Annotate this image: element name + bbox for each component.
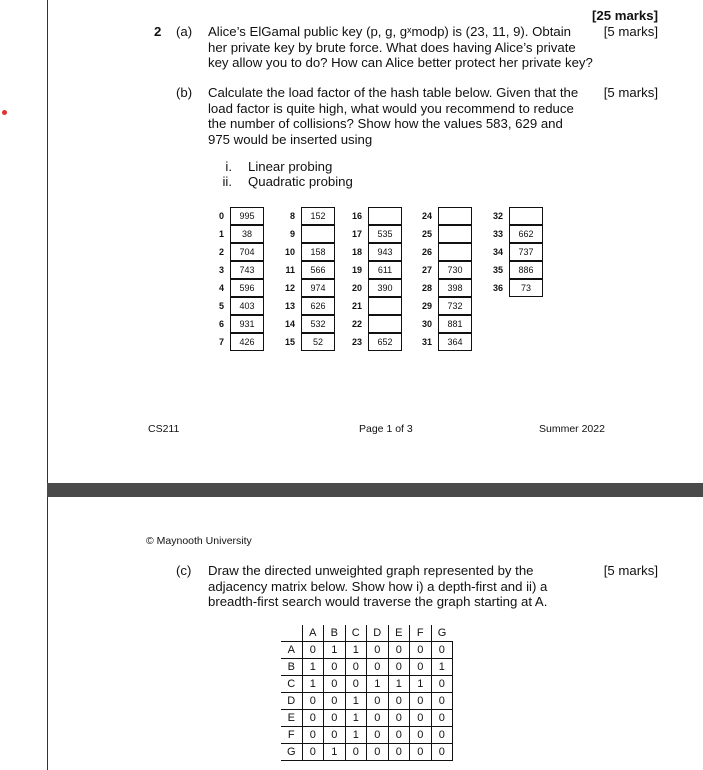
hash-slot-value: 626 <box>301 297 335 315</box>
part-b-line: 975 would be inserted using <box>208 131 373 147</box>
option-number: i. <box>225 159 232 174</box>
matrix-cell: 0 <box>431 676 453 693</box>
hash-slot-index: 36 <box>492 283 503 293</box>
part-b-line: Calculate the load factor of the hash table below. Given that the <box>208 85 579 100</box>
hash-slot-index: 7 <box>218 337 224 347</box>
hash-slot-index: 5 <box>218 301 224 311</box>
hash-slot-index: 18 <box>351 247 362 257</box>
matrix-cell: 0 <box>431 710 453 727</box>
hash-slot-value: 881 <box>438 315 472 333</box>
matrix-cell: 0 <box>410 642 432 659</box>
part-a-line: her private key by brute force. What does having Alice’s private <box>208 39 576 55</box>
matrix-cell: 0 <box>367 659 389 676</box>
hash-slot-index: 27 <box>421 265 432 275</box>
matrix-column-header: G <box>431 625 453 642</box>
matrix-cell: 0 <box>345 744 367 761</box>
hash-slot-index: 22 <box>351 319 362 329</box>
part-a-marks: [5 marks] <box>603 24 658 39</box>
matrix-cell: 0 <box>367 727 389 744</box>
hash-slot-index: 14 <box>284 319 295 329</box>
matrix-cell: 0 <box>410 693 432 710</box>
matrix-cell: 0 <box>388 693 410 710</box>
part-a-label: (a) <box>176 24 193 39</box>
matrix-row <box>281 710 453 727</box>
matrix-cell: 1 <box>324 744 346 761</box>
matrix-cell: 0 <box>324 676 346 693</box>
matrix-row <box>281 727 453 744</box>
hash-slot-index: 3 <box>218 265 224 275</box>
matrix-row-label: A <box>281 642 302 659</box>
hash-slot-index: 26 <box>421 247 432 257</box>
hash-slot-index: 19 <box>351 265 362 275</box>
option-text: Linear probing <box>248 159 333 174</box>
hash-slot-index: 21 <box>351 301 362 311</box>
matrix-cell: 0 <box>410 659 432 676</box>
hash-slot-value <box>301 225 335 243</box>
hash-slot-value: 566 <box>301 261 335 279</box>
hash-slot-value: 995 <box>230 207 264 225</box>
part-c-marks: [5 marks] <box>603 563 658 578</box>
hash-slot-value: 535 <box>368 225 402 243</box>
hash-slot-index: 23 <box>351 337 362 347</box>
hash-slot-index: 16 <box>351 211 362 221</box>
hash-slot-index: 8 <box>289 211 295 221</box>
matrix-cell: 1 <box>302 676 324 693</box>
matrix-row-label: G <box>281 744 302 761</box>
matrix-row-label: B <box>281 659 302 676</box>
matrix-cell: 0 <box>302 744 324 761</box>
matrix-row <box>281 693 453 710</box>
part-c-line: adjacency matrix below. Show how i) a depth-first and ii) a <box>208 578 548 594</box>
matrix-cell: 0 <box>388 727 410 744</box>
hash-slot-index: 2 <box>218 247 224 257</box>
matrix-cell: 0 <box>388 744 410 761</box>
matrix-row <box>281 744 453 761</box>
matrix-cell: 0 <box>324 659 346 676</box>
matrix-cell: 1 <box>388 676 410 693</box>
hash-slot-index: 17 <box>351 229 362 239</box>
matrix-row <box>281 659 453 676</box>
hash-slot-value: 704 <box>230 243 264 261</box>
hash-slot-value: 152 <box>301 207 335 225</box>
matrix-row-label: F <box>281 727 302 744</box>
hash-slot-value: 73 <box>509 279 543 297</box>
matrix-cell: 0 <box>410 727 432 744</box>
part-a-line: key allow you to do? How can Alice better protect her private key? <box>208 55 593 70</box>
matrix-column-header: D <box>367 625 389 642</box>
hash-slot-value <box>368 315 402 333</box>
part-b-line: the number of collisions? Show how the values 583, 629 and <box>208 116 563 131</box>
hash-slot-value <box>368 297 402 315</box>
matrix-cell: 0 <box>367 710 389 727</box>
hash-slot-value <box>368 207 402 225</box>
hash-slot-value: 886 <box>509 261 543 279</box>
matrix-cell: 0 <box>367 642 389 659</box>
copyright-notice: © Maynooth University <box>146 535 252 547</box>
hash-slot-index: 13 <box>284 301 295 311</box>
matrix-cell: 0 <box>302 693 324 710</box>
hash-slot-index: 1 <box>218 229 224 239</box>
matrix-corner <box>281 625 302 642</box>
hash-slot-index: 20 <box>351 283 362 293</box>
document-page-1 <box>47 0 703 483</box>
hash-slot-value: 743 <box>230 261 264 279</box>
hash-slot-index: 29 <box>421 301 432 311</box>
hash-slot-index: 6 <box>218 319 224 329</box>
hash-slot-value: 611 <box>368 261 402 279</box>
part-c-label: (c) <box>176 563 192 578</box>
option-text: Quadratic probing <box>248 174 353 189</box>
matrix-cell: 0 <box>324 710 346 727</box>
matrix-cell: 0 <box>345 676 367 693</box>
option-number: ii. <box>222 174 232 189</box>
hash-slot-value: 662 <box>509 225 543 243</box>
hash-slot-value: 426 <box>230 333 264 351</box>
matrix-cell: 1 <box>345 642 367 659</box>
matrix-column-header: F <box>410 625 432 642</box>
document-page-2 <box>47 497 703 770</box>
hash-slot-value: 38 <box>230 225 264 243</box>
hash-slot-value <box>438 243 472 261</box>
hash-slot-index: 0 <box>218 211 224 221</box>
hash-slot-value: 596 <box>230 279 264 297</box>
hash-slot-value: 943 <box>368 243 402 261</box>
hash-slot-index: 35 <box>492 265 503 275</box>
footer-course: CS211 <box>148 423 180 435</box>
matrix-cell: 0 <box>302 642 324 659</box>
footer-page-number: Page 1 of 3 <box>359 423 413 435</box>
matrix-cell: 0 <box>345 659 367 676</box>
footer-term: Summer 2022 <box>539 423 605 435</box>
hash-slot-index: 30 <box>421 319 432 329</box>
matrix-cell: 1 <box>410 676 432 693</box>
hash-slot-value: 931 <box>230 315 264 333</box>
hash-slot-value <box>438 207 472 225</box>
matrix-row-label: C <box>281 676 302 693</box>
hash-slot-index: 28 <box>421 283 432 293</box>
hash-slot-index: 12 <box>284 283 295 293</box>
page-separator <box>47 483 703 497</box>
hash-slot-value: 158 <box>301 243 335 261</box>
hash-slot-value: 732 <box>438 297 472 315</box>
matrix-cell: 0 <box>324 727 346 744</box>
hash-slot-index: 24 <box>421 211 432 221</box>
hash-slot-index: 31 <box>421 337 432 347</box>
hash-slot-index: 34 <box>492 247 503 257</box>
matrix-cell: 0 <box>367 744 389 761</box>
matrix-cell: 0 <box>410 710 432 727</box>
matrix-cell: 1 <box>345 727 367 744</box>
margin-marker <box>2 110 7 115</box>
part-c-line: breadth-first search would traverse the graph starting at A. <box>208 594 548 609</box>
total-marks: [25 marks] <box>592 8 658 23</box>
hash-slot-value <box>509 207 543 225</box>
part-a-line: Alice’s ElGamal public key (p, g, gˣmodp) is (23, 11, 9). Obtain <box>208 24 571 39</box>
adjacency-matrix <box>281 625 453 761</box>
hash-slot-index: 4 <box>218 283 224 293</box>
matrix-cell: 0 <box>431 693 453 710</box>
matrix-cell: 0 <box>388 710 410 727</box>
matrix-column-header: E <box>388 625 410 642</box>
hash-slot-index: 10 <box>284 247 295 257</box>
matrix-column-header: C <box>345 625 367 642</box>
part-c-line: Draw the directed unweighted graph represented by the <box>208 563 534 578</box>
hash-slot-value: 652 <box>368 333 402 351</box>
matrix-row <box>281 642 453 659</box>
matrix-cell: 0 <box>431 744 453 761</box>
matrix-cell: 1 <box>367 676 389 693</box>
hash-slot-index: 11 <box>285 265 295 275</box>
matrix-cell: 0 <box>302 710 324 727</box>
part-b-line: load factor is quite high, what would you recommend to reduce <box>208 100 574 116</box>
hash-slot-value <box>438 225 472 243</box>
matrix-cell: 1 <box>324 642 346 659</box>
hash-slot-value: 398 <box>438 279 472 297</box>
matrix-cell: 1 <box>345 710 367 727</box>
hash-slot-value: 403 <box>230 297 264 315</box>
hash-slot-value: 730 <box>438 261 472 279</box>
matrix-cell: 0 <box>388 642 410 659</box>
hash-slot-value: 364 <box>438 333 472 351</box>
matrix-cell: 0 <box>302 727 324 744</box>
matrix-row-label: D <box>281 693 302 710</box>
hash-slot-value: 737 <box>509 243 543 261</box>
hash-slot-index: 9 <box>289 229 295 239</box>
hash-slot-index: 25 <box>421 229 432 239</box>
matrix-cell: 0 <box>431 642 453 659</box>
hash-slot-index: 32 <box>492 211 503 221</box>
matrix-cell: 1 <box>431 659 453 676</box>
matrix-row-label: E <box>281 710 302 727</box>
matrix-cell: 0 <box>324 693 346 710</box>
matrix-cell: 0 <box>388 659 410 676</box>
matrix-cell: 0 <box>431 727 453 744</box>
part-b-marks: [5 marks] <box>603 85 658 100</box>
question-number: 2 <box>154 24 162 39</box>
part-b-label: (b) <box>176 85 193 100</box>
hash-slot-value: 390 <box>368 279 402 297</box>
hash-slot-value: 52 <box>301 333 335 351</box>
hash-slot-index: 15 <box>284 337 295 347</box>
hash-slot-index: 33 <box>492 229 503 239</box>
matrix-cell: 1 <box>345 693 367 710</box>
matrix-column-header: A <box>302 625 324 642</box>
matrix-cell: 0 <box>367 693 389 710</box>
matrix-cell: 0 <box>410 744 432 761</box>
hash-slot-value: 532 <box>301 315 335 333</box>
matrix-row <box>281 676 453 693</box>
hash-slot-value: 974 <box>301 279 335 297</box>
matrix-column-header: B <box>324 625 346 642</box>
matrix-cell: 1 <box>302 659 324 676</box>
